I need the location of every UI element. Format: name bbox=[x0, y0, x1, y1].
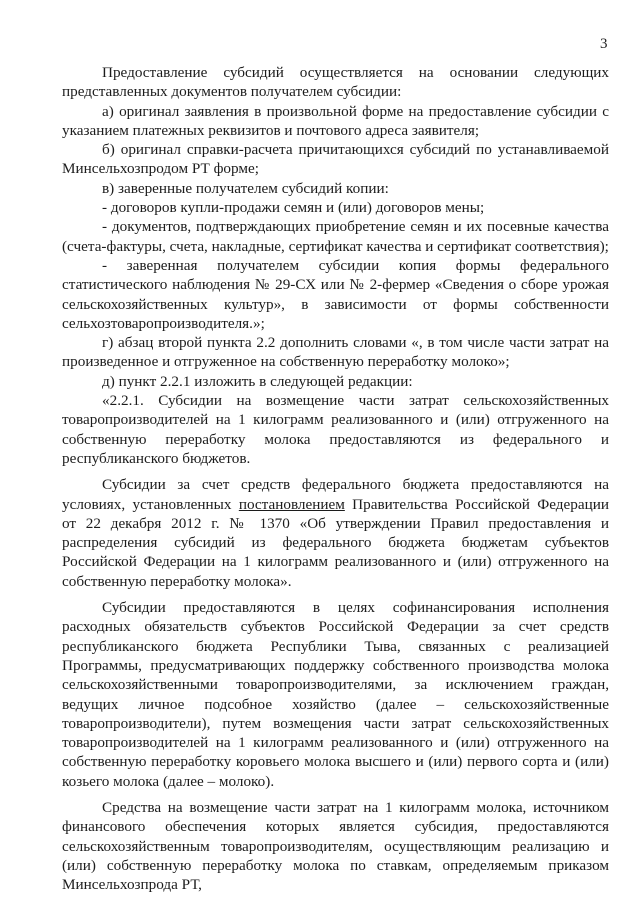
paragraph-item-a: а) оригинал заявления в произвольной форме на предоставление субсидии с указанием платежных реквизитов и почтового адреса заявителя; bbox=[62, 102, 609, 139]
paragraph-item-b: б) оригинал справки-расчета причитающихся субсидий по устанавливаемой Минсельхозпродом РТ форме; bbox=[62, 141, 609, 178]
paragraph-federal-text-after: Правительства Российской Федерации от 22 декабря 2012 г. № 1370 «Об утверждении Правил предоставления и распределения субсидий из федерального бюджета бюджетам субъектов Российской Федерации на 1 килограмм реализованного и (или) отгруженного на собственную переработку молока». bbox=[62, 495, 609, 590]
paragraph-clause-2-2-1: «2.2.1. Субсидии на возмещение части затрат сельскохозяйственных товаропроизводителей на 1 килограмм реализованного и (или) отгруженного на собственную переработку молока предоставляются из федерального и республиканского бюджетов. bbox=[62, 392, 609, 467]
paragraph-rates: Средства на возмещение части затрат на 1 килограмм молока, источником финансового обеспечения которых является субсидия, предоставляются сельскохозяйственным товаропроизводителям, осуществляющим реализацию и (или) собственную переработку молока по ставкам, определяемым приказом Минсельхозпрода РТ, bbox=[62, 798, 609, 894]
paragraph-documents-intro: Предоставление субсидий осуществляется на основании следующих представленных документов получателем субсидии: bbox=[62, 64, 609, 101]
paragraph-dash-contracts: - договоров купли-продажи семян и (или) договоров мены; bbox=[102, 199, 485, 217]
paragraph-item-c: в) заверенные получателем субсидий копии: bbox=[102, 179, 389, 197]
paragraph-cofinancing: Субсидии предоставляются в целях софинансирования исполнения расходных обязательств субъектов Российской Федерации за счет средств республиканского бюджета Республики Тыва, связанных с реализацией Программы, предусматривающих поддержку собственного производства молока сельскохозяйственными товаропроизводителями, за исключением граждан, ведущих личное подсобное хозяйство (далее – сельскохозяйственные товаропроизводители), путем возмещения части затрат сельскохозяйственных товаропроизводителей на 1 килограмм реализованного и (или) отгруженного на собственную переработку коровьего молока высшего и (или) первого сорта и (или) козьего молока (далее – молоко). bbox=[62, 599, 609, 790]
paragraph-dash-statistics: - заверенная получателем субсидии копия формы федерального статистического наблюдения № 29-СХ или № 2-фермер «Сведения о сборе урожая сельскохозяйственных культур», в зависимости от формы собственности сельхозтоваропроизводителя.»; bbox=[62, 256, 609, 332]
document-body bbox=[62, 63, 609, 894]
paragraph-federal-subsidies bbox=[62, 475, 609, 591]
resolution-link[interactable]: постановлением bbox=[238, 495, 345, 513]
paragraph-item-g: г) абзац второй пункта 2.2 дополнить словами «, в том числе части затрат на произведенное и отгруженное на собственную переработку молоко»; bbox=[62, 334, 609, 371]
paragraph-item-d: д) пункт 2.2.1 изложить в следующей редакции: bbox=[102, 372, 413, 390]
paragraph-federal-text-before: Субсидии за счет средств федерального бюджета предоставляются на условиях, установленных bbox=[62, 476, 609, 513]
paragraph-dash-documents: - документов, подтверждающих приобретение семян и их посевные качества (счета-фактуры, счета, накладные, сертификат качества и сертификат соответствия); bbox=[62, 218, 609, 255]
page-number: 3 bbox=[600, 36, 608, 52]
